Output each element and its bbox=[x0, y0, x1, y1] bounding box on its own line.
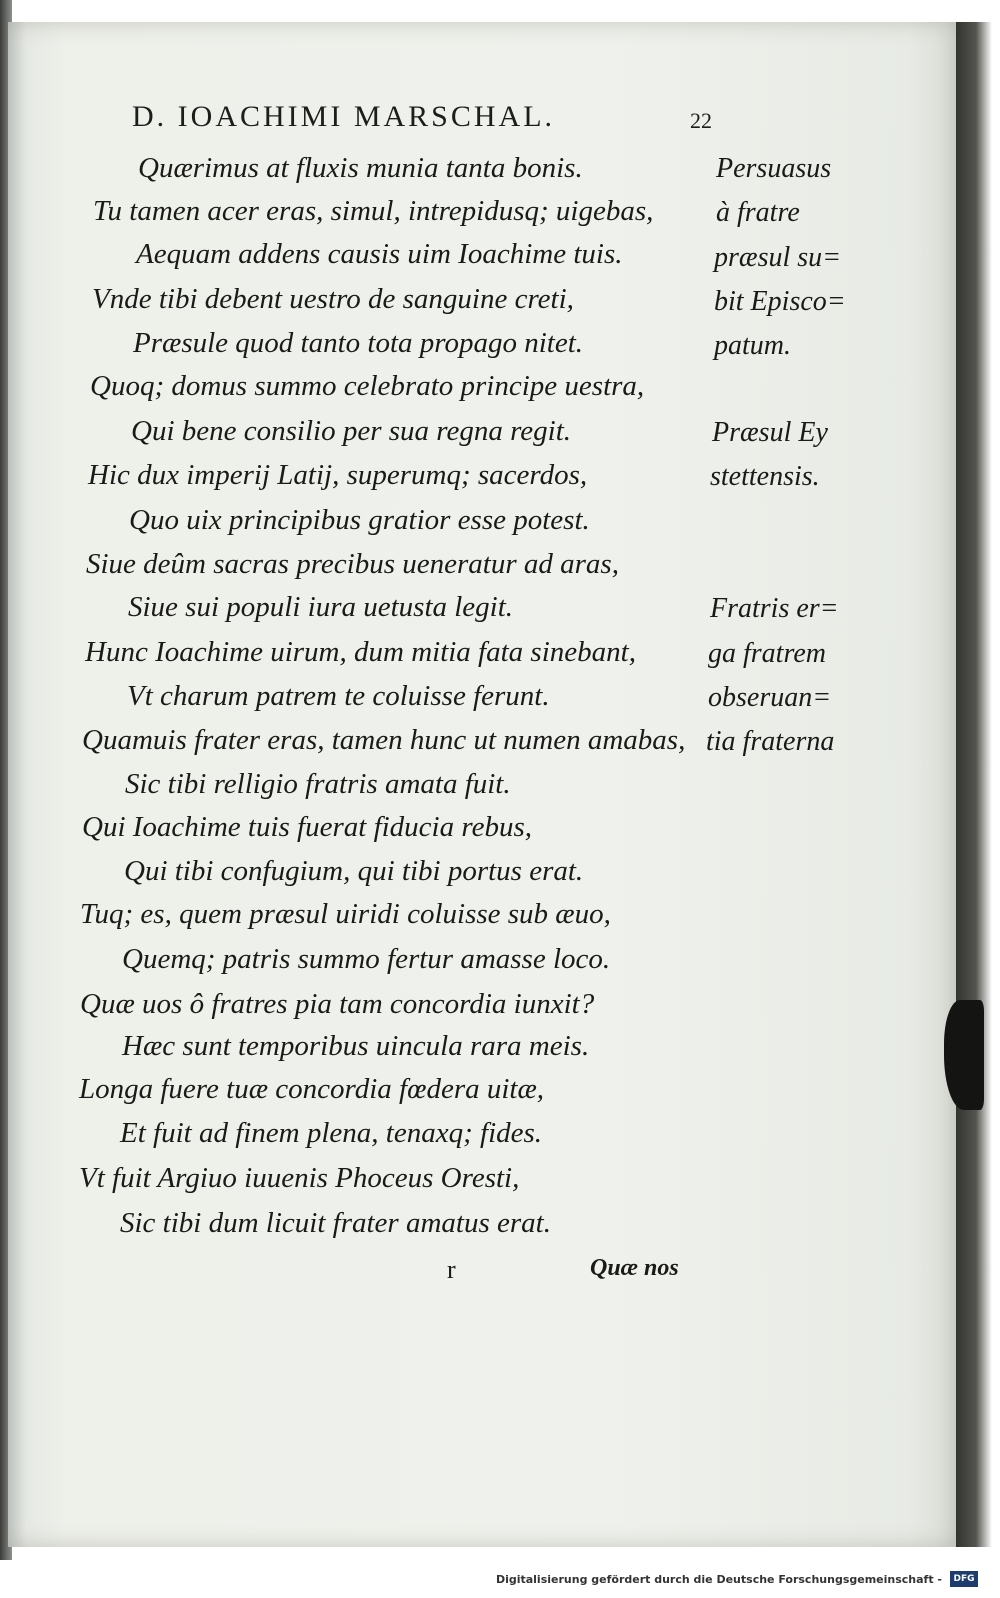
marginal-note: Persuasus bbox=[716, 153, 832, 184]
footer-bar bbox=[0, 1560, 1000, 1598]
verse-line: Hunc Ioachime uirum, dum mitia fata sinebant, bbox=[85, 636, 636, 668]
verse-line: Siue sui populi iura uetusta legit. bbox=[128, 591, 514, 623]
verse-line: Hæc sunt temporibus uincula rara meis. bbox=[122, 1030, 590, 1062]
verse-line: Quærimus at fluxis munia tanta bonis. bbox=[138, 152, 583, 184]
verse-line: Qui Ioachime tuis fuerat fiducia rebus, bbox=[82, 811, 532, 843]
verse-line: Hic dux imperij Latij, superumq; sacerdos, bbox=[88, 459, 588, 491]
marginal-note: ga fratrem bbox=[708, 638, 826, 669]
verse-line: Tu tamen acer eras, simul, intrepidusq; uigebas, bbox=[93, 195, 654, 227]
page-damage bbox=[944, 1000, 984, 1110]
verse-line: Vt charum patrem te coluisse ferunt. bbox=[127, 680, 550, 712]
verse-line: Præsule quod tanto tota propago nitet. bbox=[133, 327, 584, 359]
marginal-note: Fratris er= bbox=[710, 593, 839, 624]
verse-line: Aequam addens causis uim Ioachime tuis. bbox=[136, 238, 623, 270]
marginal-note: præsul su= bbox=[714, 242, 842, 273]
verse-line: Quemq; patris summo fertur amasse loco. bbox=[122, 943, 611, 975]
marginal-note: à fratre bbox=[716, 197, 800, 228]
page-right-edge bbox=[952, 22, 992, 1547]
verse-line: Vnde tibi debent uestro de sanguine creti, bbox=[92, 283, 574, 315]
verse-line: Tuq; es, quem præsul uiridi coluisse sub æuo, bbox=[80, 898, 611, 930]
catchword: Quæ nos bbox=[590, 1255, 679, 1281]
folio-number: 22 bbox=[690, 108, 712, 133]
marginal-note: patum. bbox=[714, 330, 791, 361]
marginal-note: bit Episco= bbox=[714, 286, 846, 317]
marginal-note: obseruan= bbox=[708, 682, 832, 713]
verse-line: Quamuis frater eras, tamen hunc ut numen amabas, bbox=[82, 724, 686, 756]
verse-line: Sic tibi dum licuit frater amatus erat. bbox=[120, 1207, 551, 1239]
running-header: D. IOACHIMI MARSCHAL. bbox=[132, 100, 556, 133]
verse-line: Longa fuere tuæ concordia fœdera uitæ, bbox=[79, 1073, 545, 1105]
marginal-note: stettensis. bbox=[710, 461, 820, 492]
verse-line: Qui tibi confugium, qui tibi portus erat. bbox=[124, 855, 584, 887]
verse-line: Sic tibi relligio fratris amata fuit. bbox=[125, 768, 511, 800]
verse-line: Siue deûm sacras precibus ueneratur ad aras, bbox=[86, 548, 619, 580]
verse-line: Quo uix principibus gratior esse potest. bbox=[129, 504, 590, 536]
verse-line: Et fuit ad finem plena, tenaxq; fides. bbox=[120, 1117, 543, 1149]
verse-line: Quæ uos ô fratres pia tam concordia iunxit? bbox=[80, 988, 595, 1020]
marginal-note: tia fraterna bbox=[706, 726, 835, 757]
verse-line: Qui bene consilio per sua regna regit. bbox=[131, 415, 572, 447]
marginal-note: Præsul Ey bbox=[712, 417, 828, 448]
dfg-logo: DFG bbox=[950, 1571, 978, 1587]
signature-mark: r bbox=[447, 1255, 456, 1284]
footer-credit: Digitalisierung gefördert durch die Deutsche Forschungsgemeinschaft - bbox=[495, 1573, 942, 1586]
verse-line: Vt fuit Argiuo iuuenis Phoceus Oresti, bbox=[79, 1162, 520, 1194]
verse-line: Quoq; domus summo celebrato principe uestra, bbox=[90, 370, 645, 402]
